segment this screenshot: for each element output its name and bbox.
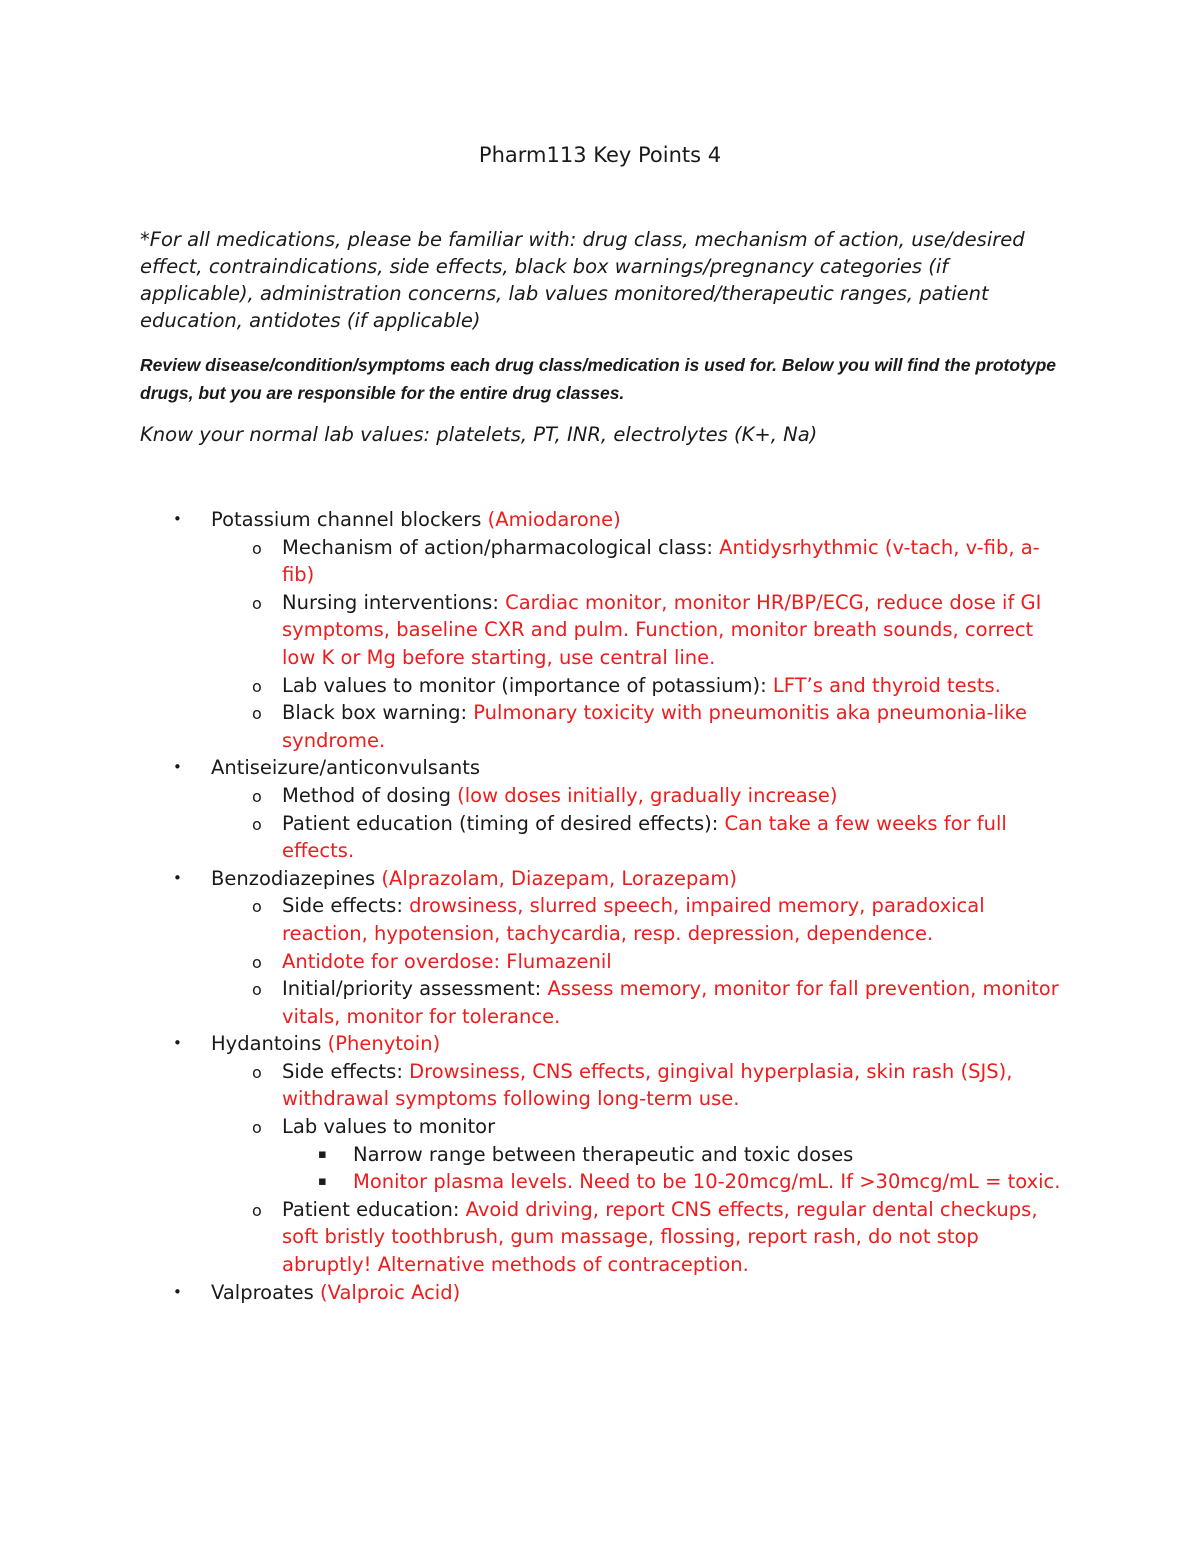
subsection-item bbox=[211, 1113, 1070, 1196]
circle-bullet-icon: o bbox=[252, 1062, 262, 1082]
section-label: Valproates bbox=[211, 1280, 321, 1304]
section-drug: (Valproic Acid) bbox=[320, 1280, 461, 1304]
section-label: Hydantoins bbox=[211, 1032, 328, 1056]
circle-bullet-icon: o bbox=[252, 952, 262, 972]
section-drug: (Amiodarone) bbox=[487, 508, 621, 531]
section-item bbox=[140, 506, 1070, 754]
item-answer: LFT’s and thyroid tests. bbox=[772, 673, 1001, 697]
item-label: Nursing interventions: bbox=[282, 590, 506, 614]
bullet-icon: • bbox=[173, 510, 182, 528]
item-answer: Antidote for overdose: Flumazenil bbox=[282, 949, 612, 973]
item-label: Lab values to monitor bbox=[282, 1115, 496, 1139]
circle-bullet-icon: o bbox=[252, 897, 262, 917]
bullet-icon: • bbox=[173, 868, 182, 887]
item-answer: Monitor plasma levels. Need to be 10-20mcg/mL. If >30mcg/mL = toxic. bbox=[353, 1170, 1061, 1194]
item-label: Side effects: bbox=[282, 1059, 410, 1083]
sub-item bbox=[282, 1141, 1070, 1169]
subsection-item bbox=[211, 672, 1070, 700]
circle-bullet-icon: o bbox=[252, 676, 262, 696]
drug-class-list bbox=[140, 506, 1070, 1306]
section-item bbox=[140, 1279, 1070, 1307]
item-answer: Avoid driving, report CNS effects, regular dental checkups, soft bristly toothbrush, gum massage, flossing, report rash, do not stop abruptly! Alternative methods of contraception. bbox=[282, 1197, 1038, 1277]
circle-bullet-icon: o bbox=[252, 814, 262, 834]
item-label: Mechanism of action/pharmacological class: bbox=[282, 535, 720, 559]
section-drug: (Phenytoin) bbox=[327, 1032, 441, 1056]
section-item bbox=[140, 1030, 1070, 1278]
subsection-item bbox=[211, 589, 1070, 672]
item-answer: Pulmonary toxicity with pneumonitis aka pneumonia-like syndrome. bbox=[282, 701, 1027, 752]
circle-bullet-icon: o bbox=[252, 980, 262, 1000]
section-drug: (Alprazolam, Diazepam, Lorazepam) bbox=[381, 866, 737, 890]
square-bullet-icon: ▪ bbox=[318, 1146, 327, 1162]
section-item bbox=[140, 865, 1070, 1031]
instructions-paragraph: *For all medications, please be familiar with: drug class, mechanism of action, use/desired effect, contraindications, side effects, black box warnings/pregnancy categories (if applicable), administration concerns, lab values monitored/therapeutic ranges, patient education, antidotes (if applicable) bbox=[140, 228, 1025, 332]
page-title: Pharm113 Key Points 4 bbox=[478, 143, 722, 167]
section-label: Antiseizure/anticonvulsants bbox=[211, 756, 481, 780]
bullet-icon: • bbox=[173, 1034, 182, 1053]
subsection-item bbox=[211, 782, 1070, 810]
circle-bullet-icon: o bbox=[252, 1200, 262, 1220]
subsection-item bbox=[211, 810, 1070, 865]
lab-values-note: Know your normal lab values: platelets, PT, INR, electrolytes (K+, Na) bbox=[140, 423, 818, 446]
item-label: Patient education (timing of desired effects): bbox=[282, 811, 725, 835]
item-answer: Can take a few weeks for full effects. bbox=[282, 811, 1007, 863]
item-answer: Cardiac monitor, monitor HR/BP/ECG, reduce dose if GI symptoms, baseline CXR and pulm. Function, monitor breath sounds, correct low K or Mg before starting, use central line. bbox=[282, 590, 1042, 669]
item-answer: (low doses initially, gradually increase) bbox=[457, 783, 838, 807]
item-label: Side effects: bbox=[282, 894, 410, 918]
item-label: Initial/priority assessment: bbox=[282, 977, 548, 1001]
subsection-item bbox=[211, 975, 1070, 1030]
section-item bbox=[140, 754, 1070, 864]
item-answer: Antidysrhythmic (v-tach, v-fib, a-fib) bbox=[282, 535, 1040, 587]
review-paragraph: Review disease/condition/symptoms each drug class/medication is used for. Below you will find the prototype drugs, but you are responsible for the entire drug classes. bbox=[140, 355, 1057, 403]
circle-bullet-icon: o bbox=[252, 704, 262, 724]
subsection-item bbox=[211, 948, 1070, 976]
item-label: Narrow range between therapeutic and toxic doses bbox=[353, 1142, 854, 1166]
section-label: Potassium channel blockers bbox=[211, 508, 488, 531]
subsection-item bbox=[211, 699, 1070, 754]
item-label: Patient education: bbox=[282, 1197, 466, 1221]
item-label: Method of dosing bbox=[282, 783, 458, 807]
square-bullet-icon: ▪ bbox=[318, 1174, 327, 1190]
subsection-item bbox=[211, 534, 1070, 589]
circle-bullet-icon: o bbox=[252, 593, 262, 613]
item-label: Lab values to monitor (importance of potassium): bbox=[282, 673, 773, 697]
circle-bullet-icon: o bbox=[252, 1118, 262, 1138]
circle-bullet-icon: o bbox=[252, 538, 262, 558]
bullet-icon: • bbox=[173, 1282, 182, 1301]
subsection-item bbox=[211, 1196, 1070, 1279]
circle-bullet-icon: o bbox=[252, 786, 262, 806]
bullet-icon: • bbox=[173, 758, 182, 777]
subsection-item bbox=[211, 1058, 1070, 1113]
item-answer: drowsiness, slurred speech, impaired memory, paradoxical reaction, hypotension, tachycardia, resp. depression, dependence. bbox=[282, 894, 985, 945]
sub-item bbox=[282, 1168, 1070, 1196]
item-label: Black box warning: bbox=[282, 701, 474, 725]
subsection-item bbox=[211, 892, 1070, 947]
item-answer: Assess memory, monitor for fall prevention, monitor vitals, monitor for tolerance. bbox=[282, 977, 1059, 1028]
section-label: Benzodiazepines bbox=[211, 866, 382, 890]
item-answer: Drowsiness, CNS effects, gingival hyperplasia, skin rash (SJS), withdrawal symptoms following long-term use. bbox=[282, 1059, 1013, 1111]
